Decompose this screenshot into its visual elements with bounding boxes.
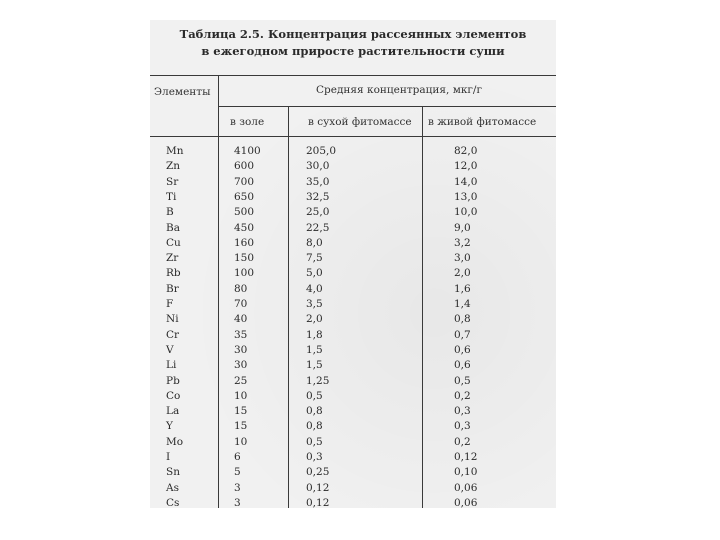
cell-in-dry-phytomass: 8,0 bbox=[306, 236, 323, 249]
cell-element: Sn bbox=[166, 466, 180, 479]
cell-element: Cu bbox=[166, 236, 181, 249]
cell-in-live-phytomass: 0,5 bbox=[454, 374, 471, 387]
cell-element: As bbox=[166, 481, 179, 494]
cell-element: Br bbox=[166, 282, 179, 295]
cell-in-ash: 160 bbox=[234, 236, 255, 249]
cell-in-live-phytomass: 0,6 bbox=[454, 343, 471, 356]
cell-element: B bbox=[166, 206, 174, 219]
cell-in-dry-phytomass: 4,0 bbox=[306, 282, 323, 295]
cell-in-dry-phytomass: 35,0 bbox=[306, 175, 330, 188]
cell-element: Zn bbox=[166, 160, 181, 173]
cell-in-live-phytomass: 13,0 bbox=[454, 190, 478, 203]
cell-in-live-phytomass: 3,2 bbox=[454, 236, 471, 249]
cell-element: Co bbox=[166, 389, 181, 402]
cell-in-live-phytomass: 0,7 bbox=[454, 328, 471, 341]
cell-in-ash: 3 bbox=[234, 481, 241, 494]
cell-element: Rb bbox=[166, 267, 181, 280]
header-sub-rule bbox=[218, 106, 556, 107]
column-divider-2 bbox=[288, 106, 289, 508]
cell-in-dry-phytomass: 1,8 bbox=[306, 328, 323, 341]
cell-in-dry-phytomass: 0,8 bbox=[306, 420, 323, 433]
cell-in-ash: 10 bbox=[234, 435, 248, 448]
cell-in-dry-phytomass: 32,5 bbox=[306, 190, 330, 203]
cell-in-dry-phytomass: 5,0 bbox=[306, 267, 323, 280]
cell-element: I bbox=[166, 451, 171, 463]
cell-in-live-phytomass: 0,12 bbox=[454, 451, 478, 463]
cell-in-live-phytomass: 9,0 bbox=[454, 221, 471, 234]
cell-in-dry-phytomass: 7,5 bbox=[306, 252, 323, 265]
cell-in-ash: 35 bbox=[234, 328, 248, 341]
cell-in-live-phytomass: 0,2 bbox=[454, 435, 471, 448]
cell-element: Ba bbox=[166, 221, 180, 234]
cell-in-ash: 80 bbox=[234, 282, 248, 295]
cell-in-ash: 150 bbox=[234, 252, 255, 265]
cell-element: Cr bbox=[166, 328, 180, 341]
cell-element: La bbox=[166, 405, 180, 418]
cell-in-live-phytomass: 82,0 bbox=[454, 145, 478, 157]
cell-in-ash: 650 bbox=[234, 190, 255, 203]
cell-in-dry-phytomass: 1,5 bbox=[306, 359, 323, 372]
cell-element: Cs bbox=[166, 496, 180, 509]
cell-element: Li bbox=[166, 359, 177, 372]
cell-element: Sr bbox=[166, 175, 179, 188]
cell-in-live-phytomass: 0,8 bbox=[454, 313, 471, 326]
cell-in-live-phytomass: 0,6 bbox=[454, 359, 471, 372]
header-avg-concentration: Средняя концентрация, мкг/г bbox=[316, 84, 482, 96]
cell-in-dry-phytomass: 0,5 bbox=[306, 389, 323, 402]
header-elements: Элементы bbox=[154, 86, 211, 98]
table-top-rule bbox=[150, 75, 556, 76]
cell-in-dry-phytomass: 30,0 bbox=[306, 160, 330, 173]
cell-in-live-phytomass: 1,4 bbox=[454, 298, 471, 310]
cell-in-ash: 30 bbox=[234, 343, 248, 356]
cell-in-ash: 450 bbox=[234, 221, 255, 234]
column-divider-3 bbox=[422, 106, 423, 508]
cell-element: Y bbox=[166, 420, 173, 433]
cell-in-live-phytomass: 0,06 bbox=[454, 496, 478, 509]
cell-in-ash: 30 bbox=[234, 359, 248, 372]
cell-element: Zr bbox=[166, 252, 179, 265]
cell-in-ash: 15 bbox=[234, 420, 248, 433]
cell-in-dry-phytomass: 0,3 bbox=[306, 451, 323, 463]
cell-in-live-phytomass: 1,6 bbox=[454, 282, 471, 295]
cell-in-ash: 4100 bbox=[234, 145, 261, 157]
cell-in-live-phytomass: 0,06 bbox=[454, 481, 478, 494]
cell-in-dry-phytomass: 1,5 bbox=[306, 343, 323, 356]
cell-in-dry-phytomass: 3,5 bbox=[306, 298, 323, 310]
cell-in-ash: 10 bbox=[234, 389, 248, 402]
cell-in-ash: 70 bbox=[234, 298, 248, 310]
cell-in-dry-phytomass: 205,0 bbox=[306, 145, 337, 157]
cell-in-dry-phytomass: 0,8 bbox=[306, 405, 323, 418]
cell-in-dry-phytomass: 0,12 bbox=[306, 481, 330, 494]
cell-in-live-phytomass: 0,10 bbox=[454, 466, 478, 479]
cell-in-dry-phytomass: 25,0 bbox=[306, 206, 330, 219]
cell-in-dry-phytomass: 0,5 bbox=[306, 435, 323, 448]
cell-in-ash: 6 bbox=[234, 451, 241, 463]
cell-in-dry-phytomass: 22,5 bbox=[306, 221, 330, 234]
header-in-dry-phytomass: в сухой фитомассе bbox=[308, 116, 412, 128]
cell-element: Ti bbox=[166, 190, 177, 203]
cell-in-ash: 3 bbox=[234, 496, 241, 509]
cell-in-live-phytomass: 0,3 bbox=[454, 420, 471, 433]
cell-element: Mn bbox=[166, 145, 184, 157]
cell-in-live-phytomass: 0,3 bbox=[454, 405, 471, 418]
cell-element: Ni bbox=[166, 313, 179, 326]
cell-in-dry-phytomass: 1,25 bbox=[306, 374, 330, 387]
cell-in-ash: 700 bbox=[234, 175, 255, 188]
cell-in-ash: 15 bbox=[234, 405, 248, 418]
cell-in-ash: 25 bbox=[234, 374, 248, 387]
cell-in-ash: 5 bbox=[234, 466, 241, 479]
column-divider-1 bbox=[218, 75, 219, 508]
cell-element: Mo bbox=[166, 435, 184, 448]
cell-in-ash: 100 bbox=[234, 267, 255, 280]
header-in-ash: в золе bbox=[230, 116, 265, 128]
cell-in-live-phytomass: 14,0 bbox=[454, 175, 478, 188]
cell-in-live-phytomass: 3,0 bbox=[454, 252, 471, 265]
scanned-page bbox=[150, 20, 556, 508]
header-bottom-rule bbox=[150, 136, 556, 137]
cell-in-live-phytomass: 12,0 bbox=[454, 160, 478, 173]
cell-in-live-phytomass: 0,2 bbox=[454, 389, 471, 402]
cell-in-live-phytomass: 2,0 bbox=[454, 267, 471, 280]
cell-element: Pb bbox=[166, 374, 180, 387]
cell-in-dry-phytomass: 2,0 bbox=[306, 313, 323, 326]
table-title-line-1: Таблица 2.5. Концентрация рассеянных элементов bbox=[179, 27, 527, 41]
cell-in-ash: 500 bbox=[234, 206, 255, 219]
cell-element: F bbox=[166, 298, 174, 310]
cell-in-ash: 40 bbox=[234, 313, 248, 326]
header-in-live-phytomass: в живой фитомассе bbox=[428, 116, 537, 128]
table-title-line-2: в ежегодном приросте растительности суши bbox=[201, 44, 505, 58]
cell-in-live-phytomass: 10,0 bbox=[454, 206, 478, 219]
cell-in-dry-phytomass: 0,25 bbox=[306, 466, 330, 479]
cell-in-dry-phytomass: 0,12 bbox=[306, 496, 330, 509]
cell-in-ash: 600 bbox=[234, 160, 255, 173]
cell-element: V bbox=[166, 343, 174, 356]
